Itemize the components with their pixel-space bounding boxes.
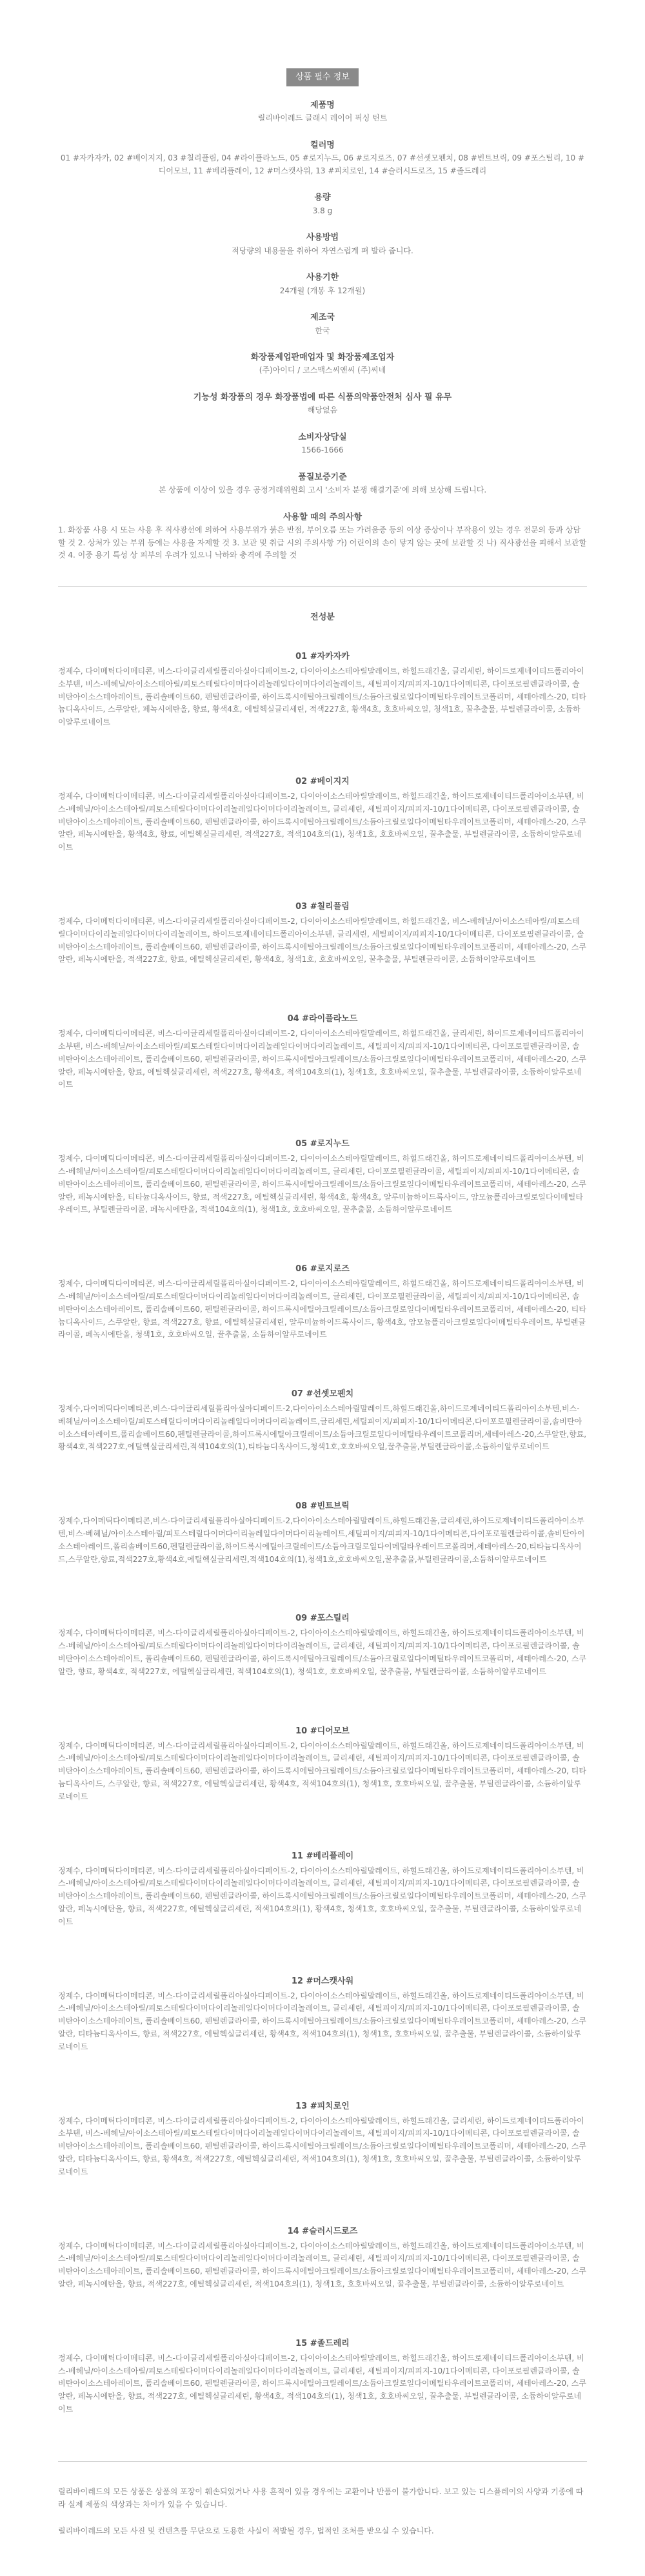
notice-paragraph: 릴리바이레드의 모든 사진 및 컨텐츠를 무단으로 도용한 사실이 적발될 경우, 법적인 조처를 받으실 수 있습니다.	[58, 2526, 434, 2535]
ingredient-block	[58, 649, 587, 729]
info-value: 릴리바이레드 글래시 레이어 픽싱 틴트	[257, 113, 388, 123]
notice-paragraph: 릴리바이레드의 모든 상품은 상품의 포장이 훼손되었거나 사용 흔적이 있을 경우에는 교환이나 반품이 불가합니다. 보고 있는 디스플레이의 사양과 기종에 따라 실제 제품의 색상과는 차이가 있을 수 있습니다.	[58, 2486, 584, 2510]
info-label: 제품명	[310, 100, 335, 110]
ingredient-text: 정제수, 다이메틱다이메티콘, 비스-다이글리세릴폴리아실아디페이트-2, 다이아이소스테아릴말레이트, 하힐드래긴올, 하이드로제네이티드폴리아이소부텐, 비스-베헤닐/아이소스테아릴/피토스테릴다이머다이리놀레일다이머다이리놀레이트, 글리세린, 세틸피이지/피피지-10/1다이메티콘, 다이포로필렌글라이콜, 솔비탄아이소스테아레이트, 폴리솔베이트60, 펜틸렌글라이콜, 하이드록시에틸아크릴레이트/소듐아크릴로일다이메틸타우레이트코폴리머, 세테아레스-20, 스쿠알란, 페녹시에탄올, 향료, 적색227호, 에틸헥실글리세린, 황색4호, 적색104호의(1), 청색1호, 호호바씨오일, 꿀추출물, 부틸렌글라이콜, 소듐하이알루로네이트	[58, 2353, 586, 2414]
ingredient-text: 정제수, 다이메틱다이메티콘, 비스-다이글리세릴폴리아실아디페이트-2, 다이아이소스테아릴말레이트, 하힐드래긴올, 글리세린, 하이드로제네이티드폴리아이소부텐, 비스-베헤닐/아이소스테아릴/피토스테릴다이머다이리놀레일다이머다이리놀레이트, 세틸피이지/피피지-10/1다이메티콘, 다이포로필렌글라이콜, 솔비탄아이소스테아레이트, 폴리솔베이트60, 펜틸렌글라이콜, 하이드록시에틸아크릴레이트/소듐아크릴로일다이메틸타우레이트코폴리머, 세테아레스-20, 티타늄디옥사이드, 스쿠알란, 페녹시에탄올, 향료, 황색4호, 에틸헥실글리세린, 적색227호, 황색4호, 호호바씨오일, 청색1호, 꿀추출물, 부틸렌글라이콜, 소듐하이알루로네이트	[58, 666, 586, 727]
info-value: 24개월 (개봉 후 12개월)	[279, 286, 366, 295]
info-quality-guarantee	[58, 471, 587, 497]
ingredient-block	[58, 2224, 587, 2291]
info-label: 사용방법	[306, 232, 339, 242]
info-manufacturer	[58, 351, 587, 377]
ingredient-shade-name: 06 #로지로즈	[295, 1264, 350, 1274]
ingredient-shade-name: 11 #베리플레이	[291, 1851, 354, 1861]
ingredient-shade-name: 09 #포스틸리	[295, 1614, 350, 1624]
ingredient-shade-name: 04 #라이플라노드	[287, 1014, 358, 1024]
ingredient-text: 정제수, 다이메틱다이메티콘, 비스-다이글리세릴폴리아실아디페이트-2, 다이아이소스테아릴말레이트, 하힐드래긴올, 하이드로제네이티드폴리아이소부텐, 비스-베헤닐/아이소스테아릴/피토스테릴다이머다이리놀레일다이머다이리놀레이트, 글리세린, 세틸피이지/피피지-10/1다이메티콘, 다이포로필렌글라이콜, 솔비탄아이소스테아레이트, 폴리솔베이트60, 펜틸렌글라이콜, 하이드록시에틸아크릴레이트/소듐아크릴로일다이메틸타우레이트코폴리머, 세테아레스-20, 스쿠알란, 페녹시에탄올, 향료, 적색227호, 에틸헥실글리세린, 적색104호의(1), 황색4호, 청색1호, 호호바씨오일, 꿀추출물, 부틸렌글라이콜, 소듐하이알루로네이트	[58, 1866, 586, 1926]
ingredient-text: 정제수, 다이메틱다이메티콘, 비스-다이글리세릴폴리아실아디페이트-2, 다이아이소스테아릴말레이트, 하힐드래긴올, 하이드로제네이티드폴리아이소부텐, 비스-베헤닐/아이소스테아릴/피토스테릴다이머다이리놀레일다이머다이리놀레이트, 글리세린, 세틸피이지/피피지-10/1다이메티콘, 다이포로필렌글라이콜, 솔비탄아이소스테아레이트, 폴리솔베이트60, 펜틸렌글라이콜, 하이드록시에틸아크릴레이트/소듐아크릴로일다이메틸타우레이트코폴리머, 세테아레스-20, 스쿠알란, 향료, 황색4호, 적색227호, 에틸헥실글리세린, 적색104호의(1), 청색1호, 호호바씨오일, 꿀추출물, 부틸렌글라이콜, 소듐하이알루로네이트	[58, 1628, 586, 1676]
ingredient-block	[58, 899, 587, 966]
ingredient-block	[58, 2336, 587, 2416]
content-container	[58, 0, 587, 2537]
ingredient-text: 정제수, 다이메틱다이메티콘, 비스-다이글리세릴폴리아실아디페이트-2, 다이아이소스테아릴말레이트, 하힐드래긴올, 하이드로제네이티드폴리아이소부텐, 비스-베헤닐/아이소스테아릴/피토스테릴다이머다이리놀레일다이머다이리놀레이트, 글리세린, 세틸피이지/피피지-10/1다이메티콘, 다이포로필렌글라이콜, 솔비탄아이소스테아레이트, 폴리솔베이트60, 펜틸렌글라이콜, 하이드록시에틸아크릴레이트/소듐아크릴로일다이메틸타우레이트코폴리머, 세테아레스-20, 스쿠알란, 페녹시에탄올, 향료, 적색227호, 에틸헥실글리세린, 적색104호의(1), 청색1호, 호호바씨오일, 꿀추출물, 부틸렌글라이콜, 소듐하이알루로네이트	[58, 2241, 586, 2288]
section-divider	[58, 2461, 587, 2462]
ingredient-text: 정제수, 다이메틱다이메티콘, 비스-다이글리세릴폴리아실아디페이트-2, 다이아이소스테아릴말레이트, 하힐드래긴올, 비스-베헤닐/아이소스테아릴/피토스테릴다이머다이리놀레일다이머다이리놀레이트, 하이드로제네이티드폴리아이소부텐, 글리세린, 세틸피이지/피피지-10/1다이메티콘, 다이포로필렌글라이콜, 솔비탄아이소스테아레이트, 폴리솔베이트60, 펜틸렌글라이콜, 하이드록시에틸아크릴레이트/소듐아크릴로일다이메틸타우레이트코폴리머, 세테아레스-20, 스쿠알란, 페녹시에탄올, 적색227호, 향료, 에틸헥실글리세린, 황색4호, 청색1호, 호호바씨오일, 꿀추출물, 부틸렌글라이콜, 소듐하이알루로네이트	[58, 916, 586, 964]
ingredient-shade-name: 05 #로지누드	[295, 1139, 350, 1149]
info-label: 소비자상담실	[298, 432, 347, 442]
info-value: (주)아이디 / 코스맥스씨앤씨 (주)씨네	[259, 366, 386, 375]
ingredient-text: 정제수, 다이메틱다이메티콘, 비스-다이글리세릴폴리아실아디페이트-2, 다이아이소스테아릴말레이트, 하힐드래긴올, 하이드로제네이티드폴리아이소부텐, 비스-베헤닐/아이소스테아릴/피토스테릴다이머다이리놀레일다이머다이리놀레이트, 글리세린, 다이포로필렌글라이콜, 세틸피이지/피피지-10/1다이메티콘, 솔비탄아이소스테아레이트, 폴리솔베이트60, 펜틸렌글라이콜, 하이드록시에틸아크릴레이트/소듐아크릴로일다이메틸타우레이트코폴리머, 세테아레스-20, 티타늄디옥사이드, 스쿠알란, 향료, 적색227호, 향료, 에틸헥실글리세린, 알루미늄하이드록사이드, 황색4호, 암모늄폴리아크릴로일다이메틸타우레이트, 부틸렌글라이콜, 페녹시에탄올, 청색1호, 호호바씨오일, 꿀추출물, 소듐하이알루로네이트	[58, 1279, 586, 1340]
info-volume	[58, 191, 587, 217]
ingredients-list	[58, 649, 587, 2416]
ingredient-block	[58, 1137, 587, 1216]
ingredient-text: 정제수, 다이메틱다이메티콘, 비스-다이글리세릴폴리아실아디페이트-2, 다이아이소스테아릴말레이트, 하힐드래긴올, 글리세린, 하이드로제네이티드폴리아이소부텐, 비스-베헤닐/아이소스테아릴/피토스테릴다이머다이리놀레일다이머다이리놀레이트, 세틸피이지/피피지-10/1다이메티콘, 다이포로필렌글라이콜, 솔비탄아이소스테아레이트, 폴리솔베이트60, 펜틸렌글라이콜, 하이드록시에틸아크릴레이트/소듐아크릴로일다이메틸타우레이트코폴리머, 세테아레스-20, 스쿠알란, 티타늄디옥사이드, 향료, 황색4호, 적색227호, 에틸헥실글리세린, 적색104호의(1), 청색1호, 호호바씨오일, 꿀추출물, 부틸렌글라이콜, 소듐하이알루로네이트	[58, 2116, 586, 2176]
ingredient-block	[58, 774, 587, 854]
notice-section	[58, 2485, 587, 2537]
info-value: 적당량의 내용물을 취하여 자연스럽게 펴 발라 줍니다.	[232, 246, 413, 255]
info-label: 컬러명	[310, 140, 335, 150]
ingredient-text: 정제수, 다이메틱다이메티콘, 비스-다이글리세릴폴리아실아디페이트-2, 다이아이소스테아릴말레이트, 하힐드래긴올, 하이드로제네이티드폴리아이소부텐, 비스-베헤닐/아이소스테아릴/피토스테릴다이머다이리놀레일다이머다이리놀레이트, 글리세린, 다이포로필렌글라이콜, 세틸피이지/피피지-10/1다이메티콘, 솔비탄아이소스테아레이트, 폴리솔베이트60, 펜틸렌글라이콜, 하이드록시에틸아크릴레이트/소듐아크릴로일다이메틸타우레이트코폴리머, 세테아레스-20, 스쿠알란, 페녹시에탄올, 티타늄디옥사이드, 향료, 적색227호, 에틸헥실글리세린, 황색4호, 황색4호, 알루미늄하이드록사이드, 암모늄폴리아크릴로일다이메틸타우레이트, 부틸렌글라이콜, 페녹시에탄올, 적색104호의(1), 청색1호, 호호바씨오일, 꿀추출물, 소듐하이알루로네이트	[58, 1154, 586, 1215]
ingredient-text: 정제수, 다이메틱다이메티콘, 비스-다이글리세릴폴리아실아디페이트-2, 다이아이소스테아릴말레이트, 하힐드래긴올, 하이드로제네이티드폴리아이소부텐, 비스-베헤닐/아이소스테아릴/피토스테릴다이머다이리놀레일다이머다이리놀레이트, 글리세린, 세틸피이지/피피지-10/1다이메티콘, 다이포로필렌글라이콜, 솔비탄아이소스테아레이트, 폴리솔베이트60, 펜틸렌글라이콜, 하이드록시에틸아크릴레이트/소듐아크릴로일다이메틸타우레이트코폴리머, 세테아레스-20, 스쿠알란, 티타늄디옥사이드, 향료, 적색227호, 에틸헥실글리세린, 황색4호, 적색104호의(1), 청색1호, 호호바씨오일, 꿀추출물, 부틸렌글라이콜, 소듐하이알루로네이트	[58, 1991, 586, 2051]
info-label: 사용할 때의 주의사항	[283, 512, 362, 522]
info-customer-service	[58, 431, 587, 457]
info-label: 사용기한	[306, 272, 339, 282]
ingredient-block	[58, 1387, 587, 1454]
ingredient-shade-name: 10 #디어모브	[295, 1726, 350, 1736]
info-product-name	[58, 99, 587, 125]
ingredient-text: 정제수, 다이메틱다이메티콘, 비스-다이글리세릴폴리아실아디페이트-2, 다이아이소스테아릴말레이트, 하힐드래긴올, 글리세린, 하이드로제네이티드폴리아이소부텐, 비스-베헤닐/아이소스테아릴/피토스테릴다이머다이리놀레일다이머다이리놀레이트, 세틸피이지/피피지-10/1다이메티콘, 다이포로필렌글라이콜, 솔비탄아이소스테아레이트, 폴리솔베이트60, 펜틸렌글라이콜, 하이드록시에틸아크릴레이트/소듐아크릴로일다이메틸타우레이트코폴리머, 세테아레스-20, 스쿠알란, 페녹시에탄올, 향료, 에틸헥실글리세린, 적색227호, 황색4호, 적색104호의(1), 청색1호, 호호바씨오일, 꿀추출물, 부틸렌글라이콜, 소듐하이알루로네이트	[58, 1029, 586, 1089]
info-value: 한국	[315, 326, 330, 335]
info-precautions	[58, 511, 587, 561]
ingredient-text: 정제수, 다이메틱다이메티콘, 비스-다이글리세릴폴리아실아디페이트-2, 다이아이소스테아릴말레이트, 하힐드래긴올, 하이드로제네이티드폴리아이소부텐, 비스-베헤닐/아이소스테아릴/피토스테릴다이머다이리놀레일다이머다이리놀레이트, 글리세린, 세틸피이지/피피지-10/1다이메티콘, 다이포로필렌글라이콜, 솔비탄아이소스테아레이트, 폴리솔베이트60, 펜틸렌글라이콜, 하이드록시에틸아크릴레이트/소듐아크릴로일다이메틸타우레이트코폴리머, 세테아레스-20, 티타늄디옥사이드, 스쿠알란, 향료, 적색227호, 에틸헥실글리세린, 황색4호, 적색104호의(1), 청색1호, 호호바씨오일, 꿀추출물, 부틸렌글라이콜, 소듐하이알루로네이트	[58, 1741, 586, 1801]
info-functional-review	[58, 391, 587, 417]
info-color-name	[58, 139, 587, 177]
ingredient-shade-name: 12 #머스캣사워	[291, 1976, 354, 1986]
info-usage	[58, 231, 587, 257]
ingredient-shade-name: 13 #피치로인	[295, 2101, 350, 2111]
ingredient-shade-name: 15 #졸드레리	[295, 2338, 350, 2348]
info-value: 해당없음	[307, 405, 338, 415]
ingredient-text: 정제수,다이메틱다이메티콘,비스-다이글리세릴폴리아실아디페이트-2,다이아이소스테아릴말레이트,하힐드래긴올,하이드로제네이티드폴리아이소부텐,비스-베헤닐/아이소스테아릴/피토스테릴다이머다이리놀레일다이머다이리놀레이트,글리세린,세틸피이지/피피지-10/1다이메티콘,다이포로필렌글라이콜,솔비탄아이소스테아레이트,폴리솔베이트60,펜틸렌글라이콜,하이드록시에틸아크릴레이트/소듐아크릴로일다이메틸타우레이트코폴리머,세테아레스-20,스쿠알란,향료,황색4호,적색227호,에틸헥실글리세린,적색104호의(1),티타늄디옥사이드,청색1호,호호바씨오일,꿀추출물,부틸렌글라이콜,소듐하이알루로네이트	[58, 1404, 587, 1452]
ingredient-shade-name: 02 #베이지지	[295, 776, 350, 786]
info-label: 용량	[314, 192, 331, 202]
ingredient-shade-name: 07 #선셋모펜치	[291, 1389, 354, 1400]
info-label: 제조국	[310, 312, 335, 322]
ingredient-block	[58, 1974, 587, 2054]
info-value: 3.8 g	[312, 206, 333, 215]
ingredient-shade-name: 03 #칠리플림	[295, 901, 350, 912]
ingredient-block	[58, 1611, 587, 1678]
info-value: 본 상품에 이상이 있을 경우 공정거래위원회 고시 '소비자 분쟁 해결기준'에 의해 보상해 드립니다.	[158, 485, 487, 495]
section-badge: 상품 필수 정보	[286, 68, 359, 86]
info-label: 품질보증기준	[298, 472, 347, 482]
ingredient-shade-name: 14 #슬러시드로즈	[287, 2226, 358, 2236]
badge-wrap	[58, 0, 587, 86]
info-value: 1. 화장품 사용 시 또는 사용 후 직사광선에 의하여 사용부위가 붉은 반점, 부어오름 또는 가려움증 등의 이상 증상이나 부작용이 있는 경우 전문의 등과 상담할 것 2. 상처가 있는 부위 등에는 사용을 자제할 것 3. 보관 및 취급 시의 주의사항 가) 어린이의 손이 닿지 않는 곳에 보관할 것 나) 직사광선을 피해서 보관할 것 4. 이중 용기 특성 상 피부의 우려가 있으니 낙하와 충격에 주의할 것	[58, 525, 587, 560]
ingredient-block	[58, 1011, 587, 1091]
product-info-list	[58, 99, 587, 561]
info-value: 1566-1666	[301, 445, 344, 455]
ingredient-block	[58, 1849, 587, 1929]
ingredient-block	[58, 1262, 587, 1342]
ingredients-title: 전성분	[310, 612, 335, 622]
section-divider	[58, 586, 587, 587]
info-value: 01 #자카자카, 02 #베이지지, 03 #칠리플림, 04 #라이플라노드, 05 #로지누드, 06 #로지로즈, 07 #선셋모펜치, 08 #빈트브릭, 09 #포스틸리, 10 #디어모브, 11 #베리플레이, 12 #머스캣사워, 13 #피치로인, 14 #슬러시드로즈, 15 #졸드레리	[60, 153, 585, 175]
ingredient-shade-name: 01 #자카자카	[295, 651, 350, 661]
ingredient-shade-name: 08 #빈트브릭	[295, 1501, 350, 1512]
info-expiry	[58, 271, 587, 297]
ingredient-block	[58, 1724, 587, 1804]
info-country	[58, 311, 587, 337]
ingredient-block	[58, 2099, 587, 2179]
ingredient-text: 정제수,다이메틱다이메티콘,비스-다이글리세릴폴리아실아디페이트-2,다이아이소스테아릴말레이트,하힐드래긴올,글리세린,하이드로제네이티드폴리아이소부텐,비스-베헤닐/아이소스테아릴/피토스테릴다이머다이리놀레일다이머다이리놀레이트,세틸피이지/피피지-10/1다이메티콘,다이포로필렌글라이콜,솔비탄아이소스테아레이트,폴리솔베이트60,펜틸렌글라이콜,하이드록시에틸아크릴레이트/소듐아크릴로일다이메틸타우레이트코폴리머,세테아레스-20,티타늄디옥사이드,스쿠알란,향료,적색227호,황색4호,에틸헥실글리세린,적색104호의(1),청색1호,호호바씨오일,꿀추출물,부틸렌글라이콜,소듐하이알루로네이트	[58, 1516, 585, 1564]
ingredient-block	[58, 1499, 587, 1566]
info-label: 화장품제업판매업자 및 화장품제조업자	[250, 352, 395, 362]
ingredient-text: 정제수, 다이메틱다이메티콘, 비스-다이글리세릴폴리아실아디페이트-2, 다이아이소스테아릴말레이트, 하힐드래긴올, 하이드로제네이티드폴리아이소부텐, 비스-베헤닐/아이소스테아릴/피토스테릴다이머다이리놀레일다이머다이리놀레이트, 글리세린, 세틸피이지/피피지-10/1다이메티콘, 다이포로필렌글라이콜, 솔비탄아이소스테아레이트, 폴리솔베이트60, 펜틸렌글라이콜, 하이드록시에틸아크릴레이트/소듐아크릴로일다이메틸타우레이트코폴리머, 세테아레스-20, 스쿠알란, 페녹시에탄올, 황색4호, 향료, 에틸헥실글리세린, 적색227호, 적색104호의(1), 청색1호, 호호바씨오일, 꿀추출물, 부틸렌글라이콜, 소듐하이알루로네이트	[58, 791, 586, 852]
info-label: 기능성 화장품의 경우 화장품법에 따른 식품의약품안전처 심사 필 유무	[193, 392, 452, 402]
